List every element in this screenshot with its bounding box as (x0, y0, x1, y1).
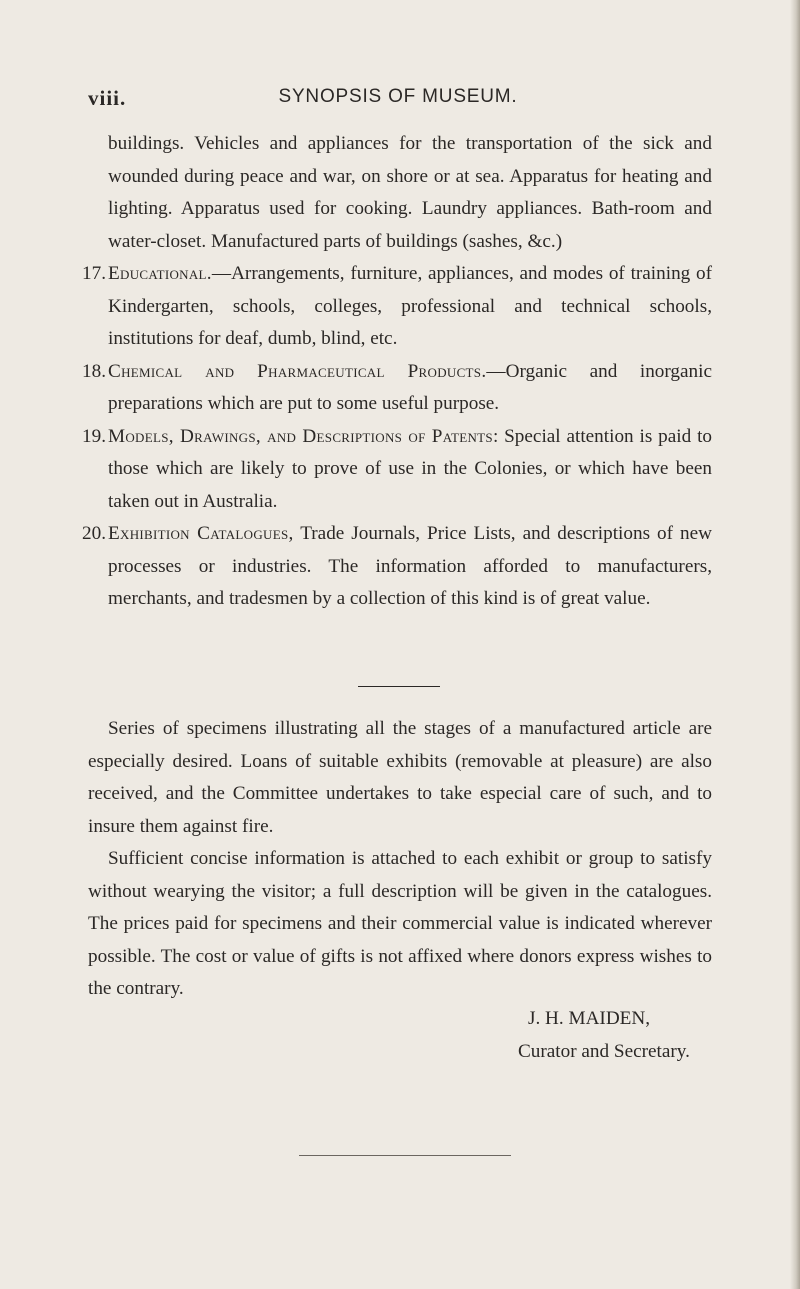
item-number: 20. (82, 523, 106, 544)
item-text: : Special attention is paid to those which are likely to prove of use in the Colonies, or which have been taken out in Australia. (108, 425, 712, 512)
item-text: Trade Journals, Price Lists, and descriptions of new processes or industries. The information afforded to manufacturers, merchants, and tradesmen by a collection of this kind is of great value. (108, 523, 712, 609)
notes-section (88, 713, 712, 1006)
item-number: 19. (82, 425, 106, 447)
signatory-title: Curator and Secretary. (518, 1040, 690, 1062)
item-text: —Organic and inorganic preparations which are put to some useful purpose. (108, 360, 712, 414)
list-item-20 (82, 518, 712, 616)
item-number: 18. (82, 360, 106, 382)
list-item-17 (82, 258, 712, 356)
signature-block (518, 1003, 690, 1068)
page-title: SYNOPSIS OF MUSEUM. (278, 86, 518, 107)
page-edge-shadow (790, 0, 800, 1289)
continuation-paragraph: buildings. Vehicles and appliances for the transportation of the sick and wounded during peace and war, on shore or at sea. Apparatus for heating and lighting. Apparatus used for cooking. Laundry appliances. Bath-room and water-closet. Manufactured parts of buildings (sashes, &c.) (108, 133, 712, 252)
paragraph-series: Series of specimens illustrating all the stages of a manufactured article are especially desired. Loans of suitable exhibits (removable at pleasure) are also received, and the Committee undertakes to take especial care of such, and to insure them against fire. (88, 718, 712, 837)
item-heading: Chemical and Pharmaceutical Products. (108, 360, 487, 382)
paragraph-information: Sufficient concise information is attached to each exhibit or group to satisfy without wearying the visitor; a full description will be given in the catalogues. The prices paid for specimens and their commercial value is indicated wherever possible. The cost or value of gifts is not affixed where donors express wishes to the contrary. (88, 848, 712, 999)
item-heading: Exhibition Catalogues, (108, 523, 294, 544)
signatory-name: J. H. MAIDEN, (528, 1008, 651, 1029)
list-item-18 (82, 356, 712, 421)
item-text: —Arrangements, furniture, appliances, and modes of training of Kindergarten, schools, colleges, professional and technical schools, institutions for deaf, dumb, blind, etc. (108, 263, 712, 349)
item-heading: Educational. (108, 263, 212, 284)
running-header (88, 86, 708, 116)
list-item-19 (82, 421, 712, 519)
item-heading: Models, Drawings, and Descriptions of Patents (108, 425, 493, 447)
section-divider (358, 686, 440, 687)
page-number: viii. (88, 86, 127, 110)
item-number: 17. (82, 263, 106, 284)
catalogue-list (82, 128, 712, 616)
closing-rule (299, 1155, 511, 1156)
